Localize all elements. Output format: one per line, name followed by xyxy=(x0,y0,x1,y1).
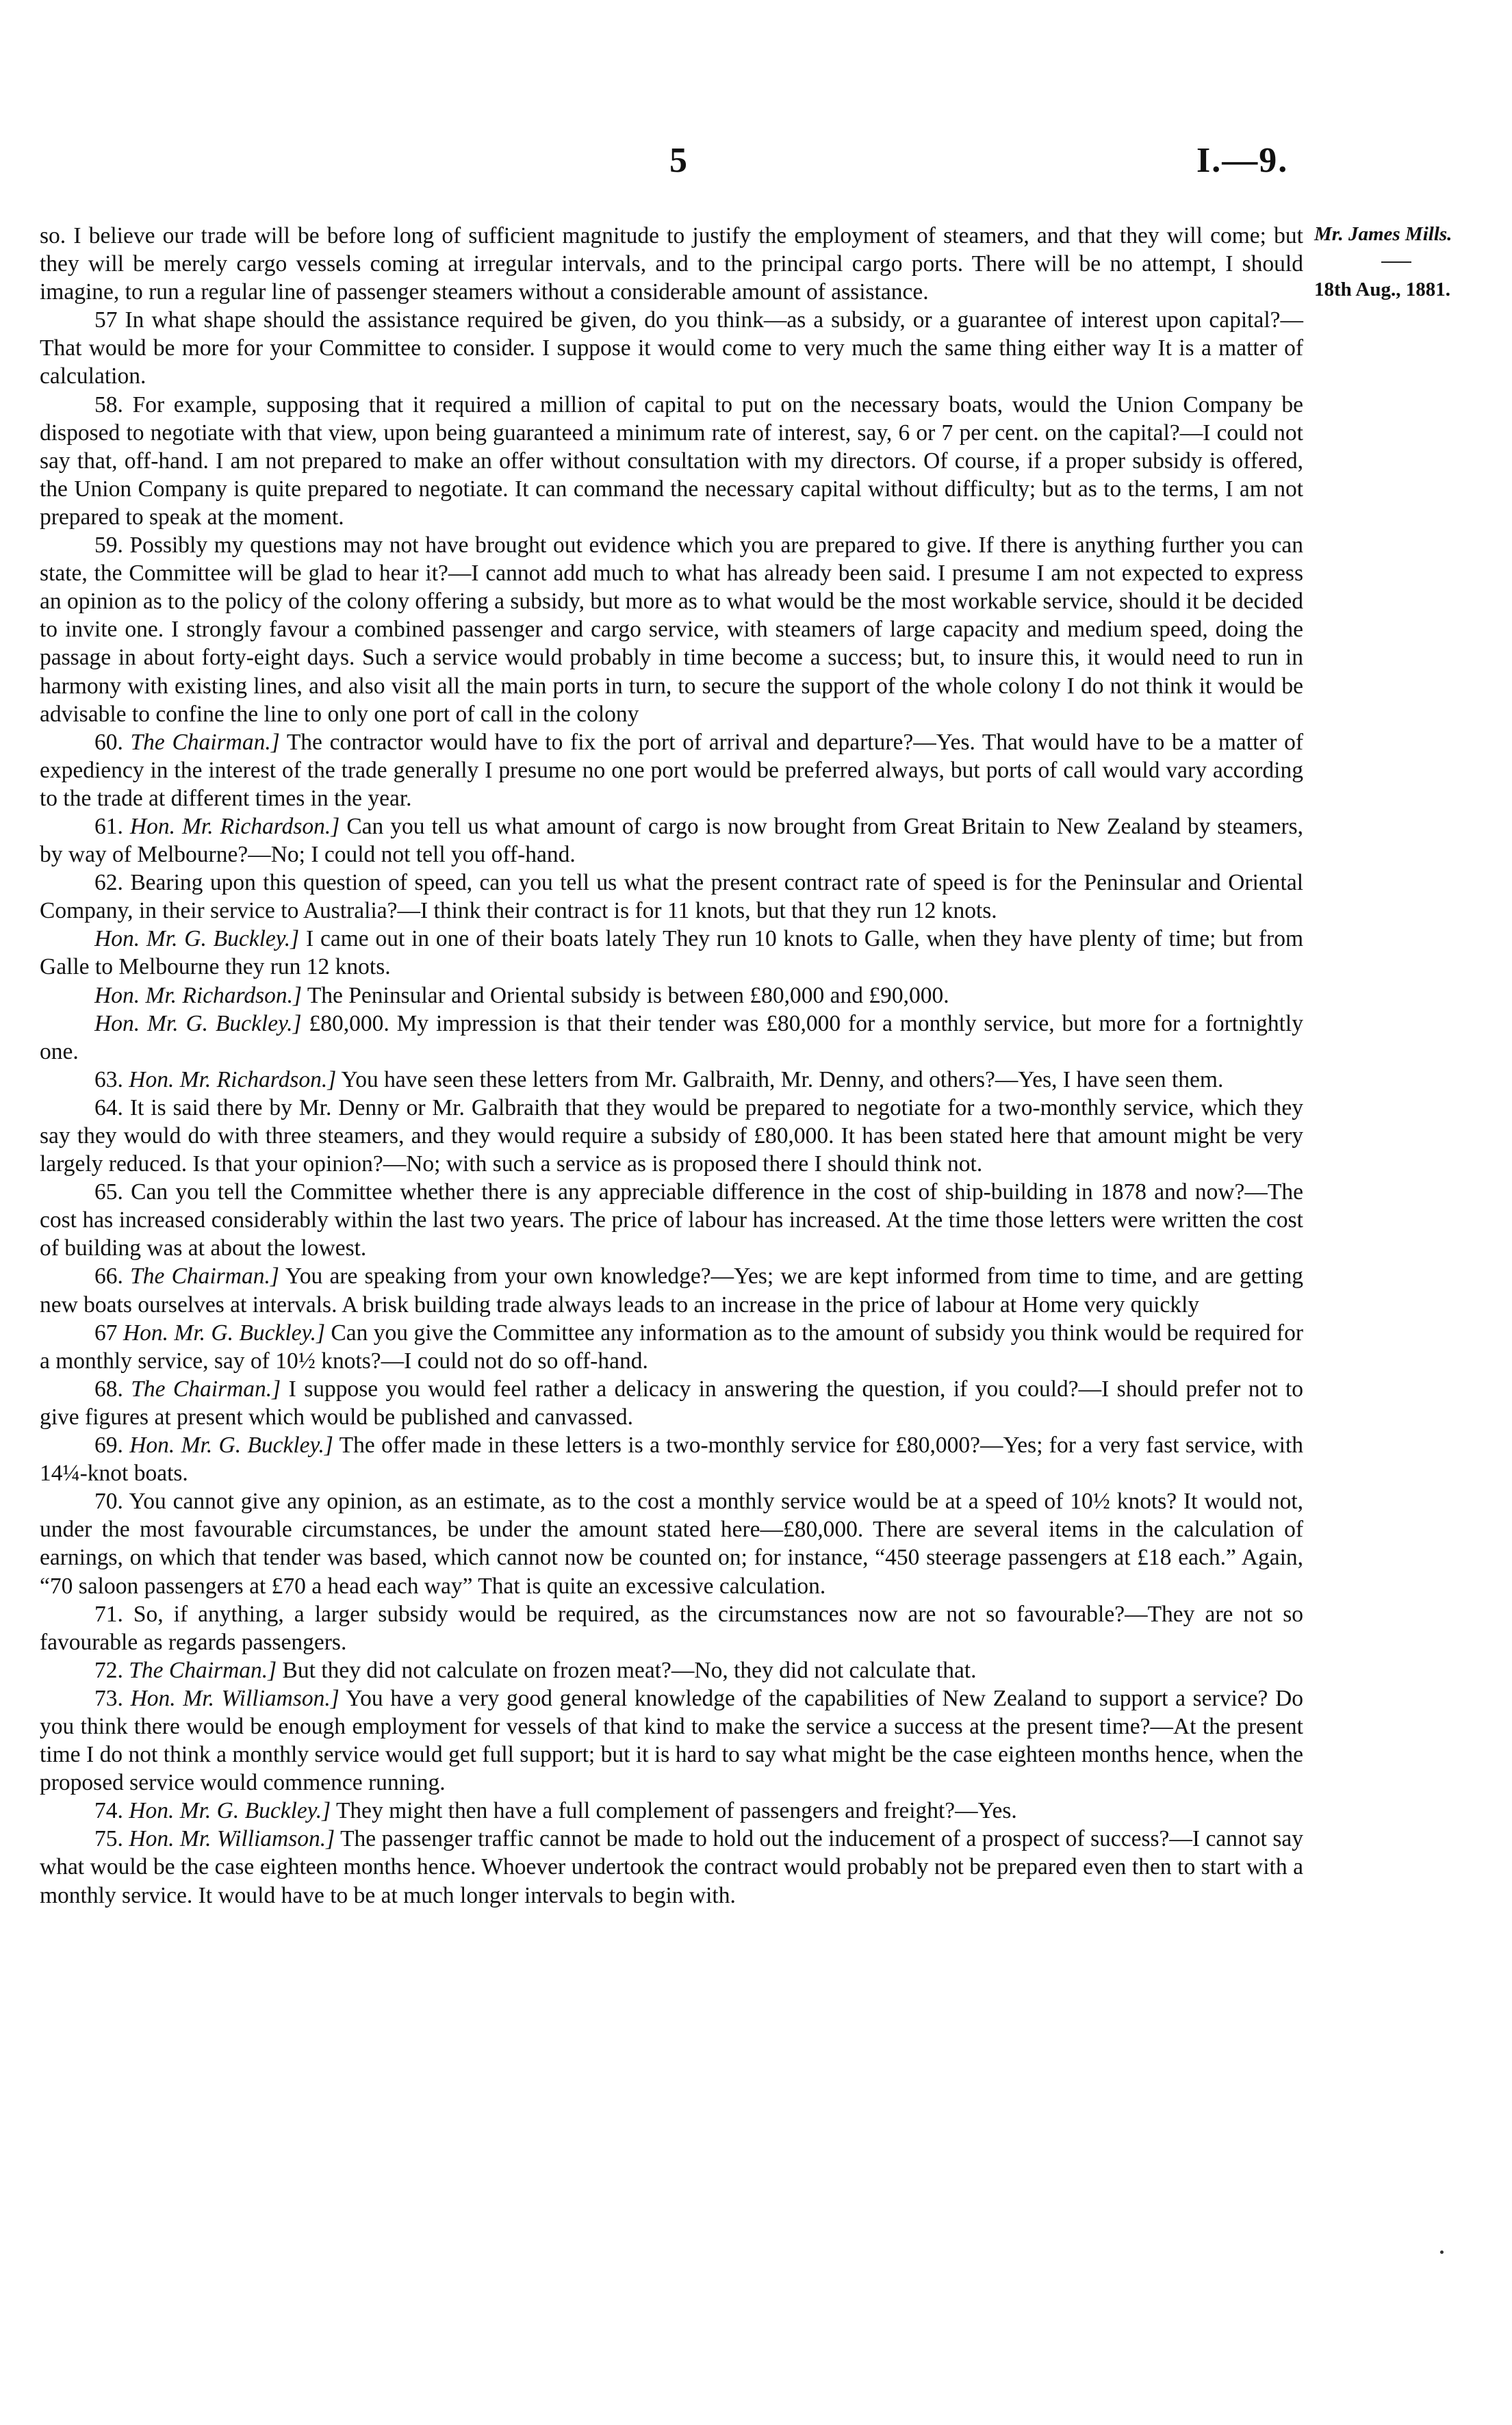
paragraph-text: I suppose you would feel rather a delicacy in answering the question, if you could?—I should prefer not to give figures at present which would be published and canvassed. xyxy=(40,1376,1304,1430)
paragraph-text: 71. So, if anything, a larger subsidy would be required, as the circumstances now are not so favourable?—They are not so favourable as regards passengers. xyxy=(40,1601,1303,1655)
witness-date: 18th Aug., 1881. xyxy=(1314,279,1451,300)
speaker-label: Hon. Mr. Richardson.] xyxy=(129,1066,337,1092)
evidence-paragraph xyxy=(40,1010,1303,1066)
speaker-label: The Chairman.] xyxy=(131,1376,281,1402)
evidence-paragraph xyxy=(40,1600,1303,1656)
evidence-paragraph xyxy=(40,1431,1303,1487)
evidence-body xyxy=(40,222,1303,1910)
question-number: 63. xyxy=(94,1066,123,1092)
question-number: 61. xyxy=(94,813,123,839)
evidence-paragraph xyxy=(40,1066,1303,1094)
paragraph-text: You are speaking from your own knowledge?—Yes; we are kept informed from time to time, and are getting new boats ourselves at intervals. A brisk building trade always leads to an increase in the price of labour at Home very quickly xyxy=(40,1263,1304,1318)
question-number: 67 xyxy=(94,1320,118,1346)
evidence-paragraph xyxy=(40,1487,1303,1600)
page-number: 5 xyxy=(669,141,687,180)
question-number: 60. xyxy=(94,729,123,755)
paragraph-text: 57 In what shape should the assistance required be given, do you think—as a subsidy, or a guarantee of interest upon capital?—That would be more for your Committee to consider. I suppose it would come to very much the same thing either way It is a matter of calculation. xyxy=(40,307,1303,389)
question-number: 75. xyxy=(94,1826,123,1852)
paragraph-text: 58. For example, supposing that it required a million of capital to put on the necessary boats, would the Union Company be disposed to negotiate with that view, upon being guaranteed a minimum rate of interest, say, 6 or 7 per cent. on the capital?—I could not say that, off-hand. I am not prepared to make an offer without consultation with my directors. Of course, if a proper subsidy is offered, the Union Company is quite prepared to negotiate. It can command the necessary capital without difficulty; but as to the terms, I am not prepared to speak at the moment. xyxy=(40,392,1303,530)
question-number: 68. xyxy=(94,1376,123,1402)
evidence-paragraph xyxy=(40,1094,1303,1178)
evidence-paragraph xyxy=(40,925,1303,981)
paragraph-text: The passenger traffic cannot be made to hold out the inducement of a prospect of success?—I cannot say what would be the case eighteen months hence. Whoever undertook the contract would probably not be prepared even then to start with a monthly service. It would have to be at much longer intervals to begin with. xyxy=(40,1826,1303,1908)
paragraph-text: 65. Can you tell the Committee whether there is any appreciable difference in the cost of ship-building in 1878 and now?—The cost has increased considerably within the last two years. The price of labour has increased. At the time those letters were written the cost of building was at about the lowest. xyxy=(40,1179,1303,1261)
evidence-paragraph xyxy=(40,222,1303,306)
stray-mark xyxy=(1440,2250,1444,2254)
paragraph-text: You have seen these letters from Mr. Galbraith, Mr. Denny, and others?—Yes, I have seen them. xyxy=(341,1066,1224,1092)
speaker-label: Hon. Mr. Richardson.] xyxy=(94,982,303,1008)
evidence-paragraph xyxy=(40,1825,1303,1909)
evidence-paragraph xyxy=(40,1656,1303,1684)
evidence-paragraph xyxy=(40,306,1303,390)
paragraph-text: I came out in one of their boats lately They run 10 knots to Galle, when they have plenty of time; but from Galle to Melbourne they run 12 knots. xyxy=(40,926,1303,980)
paragraph-text: The offer made in these letters is a two-monthly service for £80,000?—Yes; for a very fast service, with 14¼-knot boats. xyxy=(40,1433,1304,1487)
question-number: 73. xyxy=(94,1685,123,1711)
evidence-paragraph xyxy=(40,1375,1303,1431)
speaker-label: Hon. Mr. G. Buckley.] xyxy=(94,1010,302,1036)
evidence-paragraph xyxy=(40,728,1303,812)
document-reference: I.—9. xyxy=(1196,141,1289,180)
witness-name: Mr. James Mills. xyxy=(1314,223,1452,245)
evidence-paragraph xyxy=(40,812,1303,869)
evidence-paragraph xyxy=(40,391,1303,531)
paragraph-text: 62. Bearing upon this question of speed, can you tell us what the present contract rate of speed is for the Peninsular and Oriental Company, in their service to Australia?—I think their contract is for 11 knots, but that they run 12 knots. xyxy=(40,870,1303,924)
question-number: 69. xyxy=(94,1433,123,1459)
speaker-label: Hon. Mr. Williamson.] xyxy=(129,1826,335,1852)
paragraph-text: Can you give the Committee any information as to the amount of subsidy you think would be required for a monthly service, say of 10½ knots?—I could not do so off-hand. xyxy=(40,1320,1303,1374)
paragraph-text: But they did not calculate on frozen meat?—No, they did not calculate that. xyxy=(282,1657,977,1683)
evidence-paragraph xyxy=(40,531,1303,728)
question-number: 66. xyxy=(94,1263,123,1290)
paragraph-text: 70. You cannot give any opinion, as an estimate, as to the cost a monthly service would be at a speed of 10½ knots? It would not, under the most favourable circumstances, be under the amount stated here—£80,000. There are several items in the calculation of earnings, on which that tender was based, which cannot now be counted on; for instance, “450 steerage passengers at £18 each.” Again, “70 saloon passengers at £70 a head each way” That is quite an excessive calculation. xyxy=(40,1489,1303,1599)
paragraph-text: so. I believe our trade will be before long of sufficient magnitude to justify the employment of steamers, and that they will come; but they will be merely cargo vessels coming at irregular intervals, and to the principal cargo ports. There will be no attempt, I should imagine, to run a regular line of passenger steamers without a considerable amount of assistance. xyxy=(40,223,1303,305)
paragraph-text: They might then have a full complement of passengers and freight?—Yes. xyxy=(335,1798,1017,1824)
margin-note xyxy=(1314,220,1499,304)
speaker-label: Hon. Mr. G. Buckley.] xyxy=(94,926,300,952)
speaker-label: The Chairman.] xyxy=(130,729,280,755)
page-header xyxy=(0,140,1512,188)
paragraph-text: The contractor would have to fix the port of arrival and departure?—Yes. That would have to be a matter of expediency in the interest of the trade generally I presume no one port would be preferred always, but ports of call would vary according to the trade at different times in the year. xyxy=(40,729,1303,811)
evidence-paragraph xyxy=(40,1262,1303,1318)
speaker-label: Hon. Mr. G. Buckley.] xyxy=(123,1320,325,1346)
evidence-paragraph xyxy=(40,1684,1303,1797)
paragraph-text: You have a very good general knowledge of the capabilities of New Zealand to support a service? Do you think there would be enough employment for vessels of that kind to make the service a success at the present time?—At the present time I do not think a monthly service would get full support; but it is hard to say what might be the case eighteen months hence, when the proposed service would commence running. xyxy=(40,1685,1304,1796)
speaker-label: The Chairman.] xyxy=(129,1657,277,1683)
speaker-label: Hon. Mr. Richardson.] xyxy=(129,813,340,839)
question-number: 72. xyxy=(94,1657,123,1683)
evidence-paragraph xyxy=(40,1319,1303,1375)
paragraph-text: The Peninsular and Oriental subsidy is between £80,000 and £90,000. xyxy=(307,982,949,1008)
evidence-paragraph xyxy=(40,869,1303,925)
margin-divider xyxy=(1381,261,1411,263)
paragraph-text: £80,000. My impression is that their tender was £80,000 for a monthly service, but more for a fortnightly one. xyxy=(40,1010,1303,1064)
speaker-label: Hon. Mr. Williamson.] xyxy=(130,1685,339,1711)
speaker-label: Hon. Mr. G. Buckley.] xyxy=(129,1798,331,1824)
paragraph-text: 64. It is said there by Mr. Denny or Mr. Galbraith that they would be prepared to negotiate for a two-monthly service, which they say they would do with three steamers, and they would require a subsidy of £80,000. It has been stated here that amount might be very largely reduced. Is that your opinion?—No; with such a service as is proposed there I should think not. xyxy=(40,1094,1303,1177)
evidence-paragraph xyxy=(40,981,1303,1010)
question-number: 74. xyxy=(94,1798,123,1824)
evidence-paragraph xyxy=(40,1178,1303,1262)
paragraph-text: Can you tell us what amount of cargo is now brought from Great Britain to New Zealand by steamers, by way of Melbourne?—No; I could not tell you off-hand. xyxy=(40,813,1304,868)
evidence-paragraph xyxy=(40,1797,1303,1825)
speaker-label: The Chairman.] xyxy=(130,1263,279,1290)
paragraph-text: 59. Possibly my questions may not have brought out evidence which you are prepared to give. If there is anything further you can state, the Committee will be glad to hear it?—I cannot add much to what has already been said. I presume I am not expected to express an opinion as to the policy of the colony offering a subsidy, but more as to what would be the most workable service, should it be decided to invite one. I strongly favour a combined passenger and cargo service, with steamers of large capacity and medium speed, doing the passage in about forty-eight days. Such a service would probably in time become a success; but, to insure this, it would need to run in harmony with existing lines, and also visit all the main ports in turn, to secure the support of the whole colony I do not think it would be advisable to confine the line to only one port of call in the colony xyxy=(40,533,1303,727)
speaker-label: Hon. Mr. G. Buckley.] xyxy=(129,1433,333,1459)
